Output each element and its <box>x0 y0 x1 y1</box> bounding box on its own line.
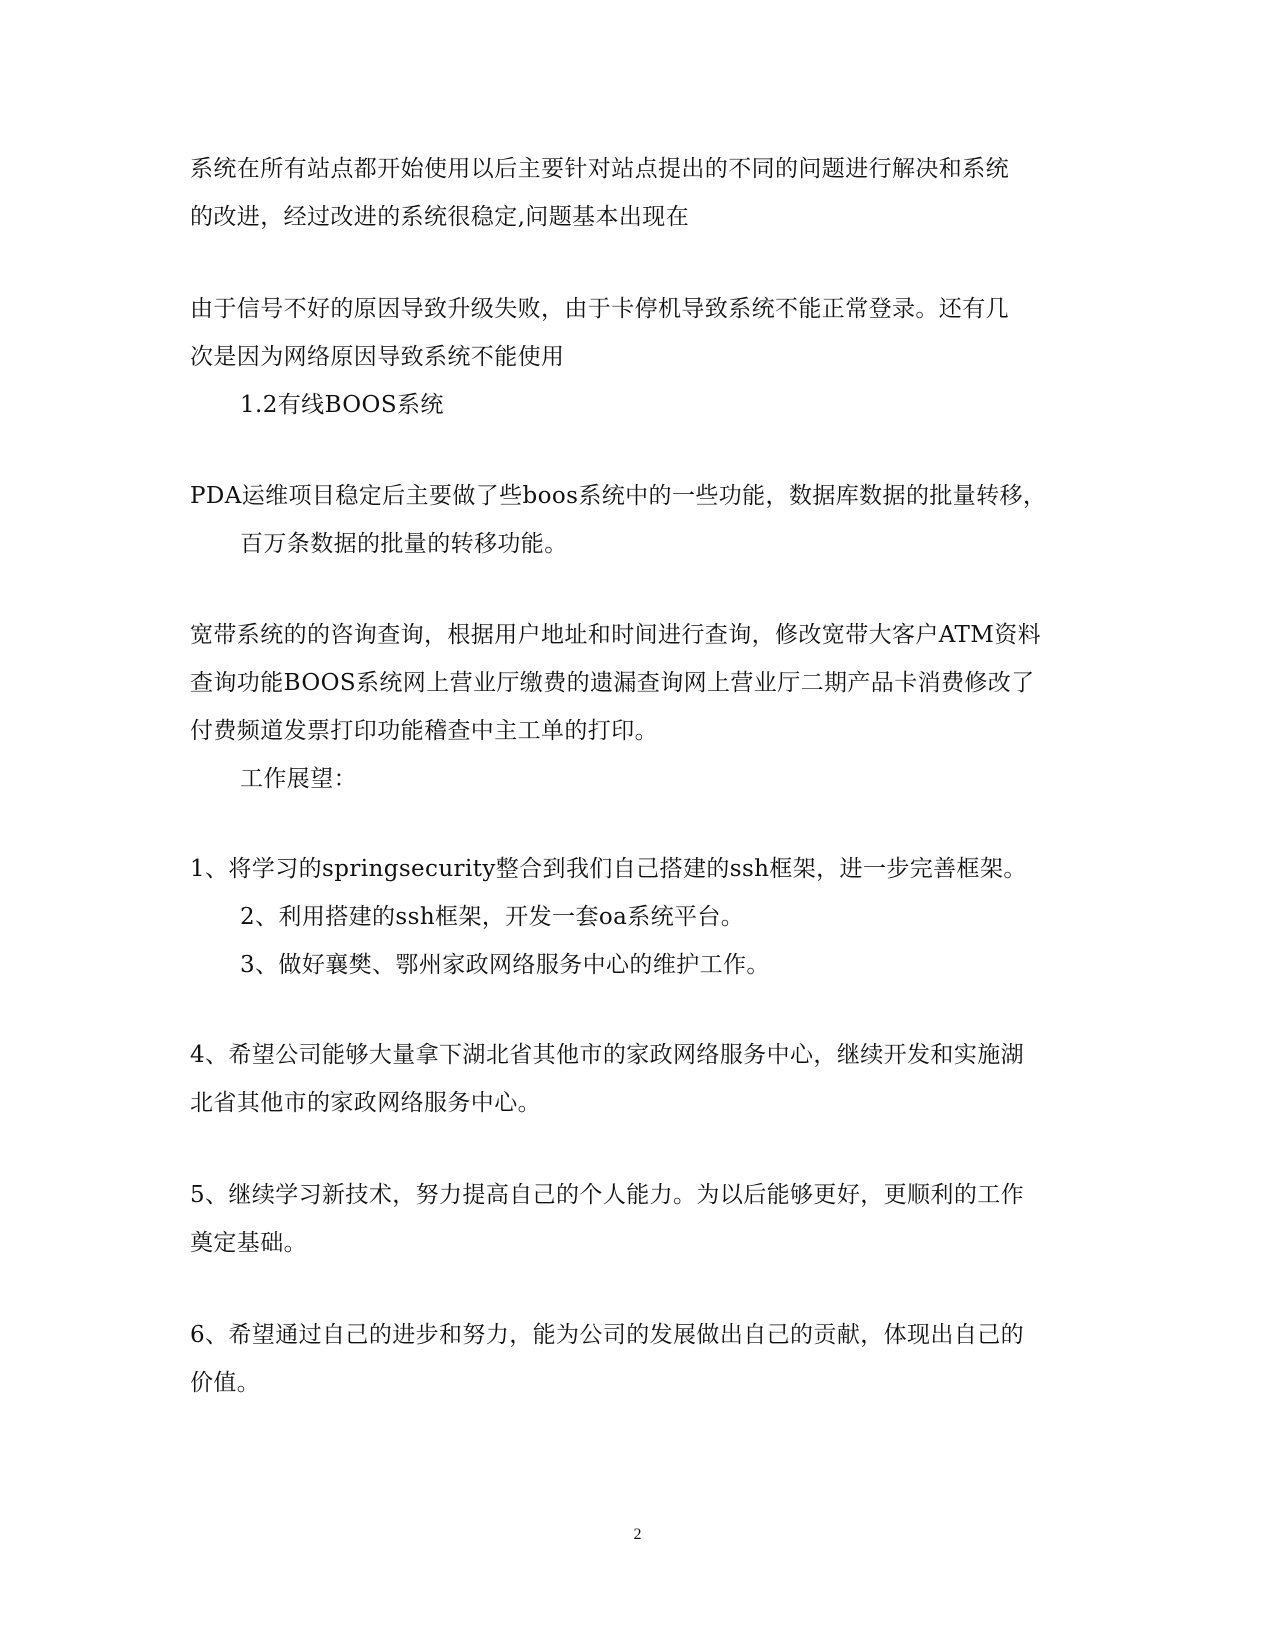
section-heading-boos <box>240 381 1140 429</box>
text-line: 6、希望通过自己的进步和努力，能为公司的发展做出自己的贡献，体现出自己的 <box>190 1322 1025 1348</box>
paragraph-system-improvement <box>190 145 1090 241</box>
text-line: 2、利用搭建的ssh框架，开发一套oa系统平台。 <box>240 904 745 930</box>
text-line: 次是因为网络原因导致系统不能使用 <box>190 344 565 370</box>
page-number: 2 <box>633 1526 642 1543</box>
text-line: 4、希望公司能够大量拿下湖北省其他市的家政网络服务中心，继续开发和实施湖 <box>190 1042 1025 1068</box>
text-line: 奠定基础。 <box>190 1230 307 1256</box>
text-line: 查询功能BOOS系统网上营业厅缴费的遗漏查询网上营业厅二期产品卡消费修改了 <box>190 670 1035 696</box>
text-line: 1.2有线BOOS系统 <box>240 392 444 418</box>
text-line: 的改进，经过改进的系统很稳定,问题基本出现在 <box>190 204 690 230</box>
text-line: 1、将学习的springsecurity整合到我们自己搭建的ssh框架，进一步完善框架。 <box>190 856 1027 882</box>
paragraph-failure-causes <box>190 285 1090 381</box>
text-line: 价值。 <box>190 1370 261 1396</box>
paragraph-pda-maintenance <box>190 472 1090 520</box>
section-heading-outlook <box>240 755 1140 803</box>
list-item-1 <box>190 845 1090 893</box>
text-line: 北省其他市的家政网络服务中心。 <box>190 1090 541 1116</box>
list-item-2 <box>240 893 1140 941</box>
list-item-5 <box>190 1171 1090 1267</box>
text-line: 付费频道发票打印功能稽查中主工单的打印。 <box>190 718 658 744</box>
text-line: 宽带系统的的咨询查询，根据用户地址和时间进行查询，修改宽带大客户ATM资料 <box>190 622 1042 648</box>
list-item-3 <box>240 941 1140 989</box>
paragraph-broadband-query <box>190 611 1090 755</box>
text-line: 3、做好襄樊、鄂州家政网络服务中心的维护工作。 <box>240 952 770 978</box>
text-line: 工作展望： <box>240 766 357 792</box>
text-line: 百万条数据的批量的转移功能。 <box>240 531 568 557</box>
text-line: 系统在所有站点都开始使用以后主要针对站点提出的不同的问题进行解决和系统 <box>190 156 1009 182</box>
text-line: 5、继续学习新技术，努力提高自己的个人能力。为以后能够更好，更顺利的工作 <box>190 1182 1025 1208</box>
list-item-6 <box>190 1311 1090 1407</box>
list-item-4 <box>190 1031 1090 1127</box>
paragraph-batch-transfer <box>240 520 1140 568</box>
text-line: 由于信号不好的原因导致升级失败，由于卡停机导致系统不能正常登录。还有几 <box>190 296 1009 322</box>
text-line: PDA运维项目稳定后主要做了些boos系统中的一些功能，数据库数据的批量转移， <box>190 483 1047 509</box>
